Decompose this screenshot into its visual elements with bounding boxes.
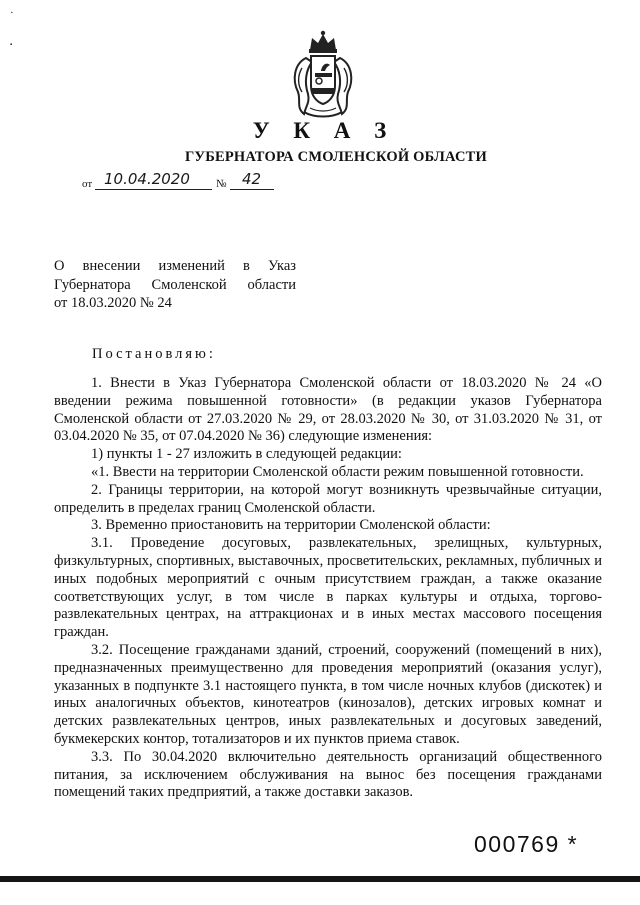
paragraph: «1. Ввести на территории Смоленской области режим повышенной готовности. <box>91 463 584 480</box>
paragraph: 3.3. По 30.04.2020 включительно деятельность организаций общественного питания, за исключением обслуживания на вынос без посещения гражданами помещений таких предприятий, а также доставки заказов. <box>54 748 602 801</box>
paragraph: 2. Границы территории, на которой могут возникнуть чрезвычайные ситуации, определить в пределах границ Смоленской области. <box>54 481 602 516</box>
decree-body <box>54 375 602 802</box>
serial-number: 000769 * <box>474 831 579 857</box>
paragraph: 3.1. Проведение досуговых, развлекательных, зрелищных, культурных, физкультурных, спортивных, выставочных, просветительских, рекламных, публичных и иных подобных мероприятий с очным присутствием граждан, а также оказание соответствующих услуг, в том числе в парках культуры и отдыха, торгово-развлекательных центрах, на аттракционах и в иных местах массового посещения граждан. <box>54 535 602 641</box>
paragraph: 1. Внести в Указ Губернатора Смоленской области от 18.03.2020 № 24 «О введении режима повышенной готовности» (в редакции указов Губернатора Смоленской области от 27.03.2020 № 29, от 28.03.2020 № 30, от 31.03.2020 № 31, от 03.04.2020 № 35, от 07.04.2020 № 36) следующие изменения: <box>54 375 602 445</box>
bottom-edge-bar <box>0 876 640 882</box>
margin-mark-top: · <box>10 7 14 19</box>
number-underline <box>230 188 274 190</box>
decree-title: У К А З <box>252 118 396 143</box>
paragraph: 3. Временно приостановить на территории Смоленской области: <box>91 517 491 534</box>
date-prefix: от <box>82 178 93 190</box>
margin-mark-bottom: ▪ <box>10 42 13 48</box>
date-number-line <box>82 170 302 192</box>
number-prefix: № <box>216 178 227 190</box>
date-handwritten: 10.04.2020 <box>104 170 190 188</box>
reference-block <box>54 257 296 313</box>
paragraph: 1) пункты 1 - 27 изложить в следующей редакции: <box>91 446 402 463</box>
reference-line: О внесении изменений в Указ <box>54 258 296 274</box>
number-handwritten: 42 <box>242 170 262 188</box>
reference-line: от 18.03.2020 № 24 <box>54 295 172 311</box>
resolve-heading: Постановляю: <box>92 346 216 362</box>
coat-of-arms-emblem <box>288 28 358 120</box>
issuer-subtitle: ГУБЕРНАТОРА СМОЛЕНСКОЙ ОБЛАСТИ <box>184 149 488 165</box>
date-underline <box>95 188 212 190</box>
reference-line: Губернатора Смоленской области <box>54 276 296 293</box>
paragraph: 3.2. Посещение гражданами зданий, строений, сооружений (помещений в них), предназначенных преимущественно для проведения мероприятий (оказания услуг), указанных в подпункте 3.1 настоящего пункта, в том числе ночных клубов (дискотек) и иных аналогичных объектов, кинотеатров (кинозалов), детских игровых комнат и детских развлекательных центров, иных развлекательных и досуговых заведений, букмекерских контор, тотализаторов и их пунктов приема ставок. <box>54 641 602 747</box>
